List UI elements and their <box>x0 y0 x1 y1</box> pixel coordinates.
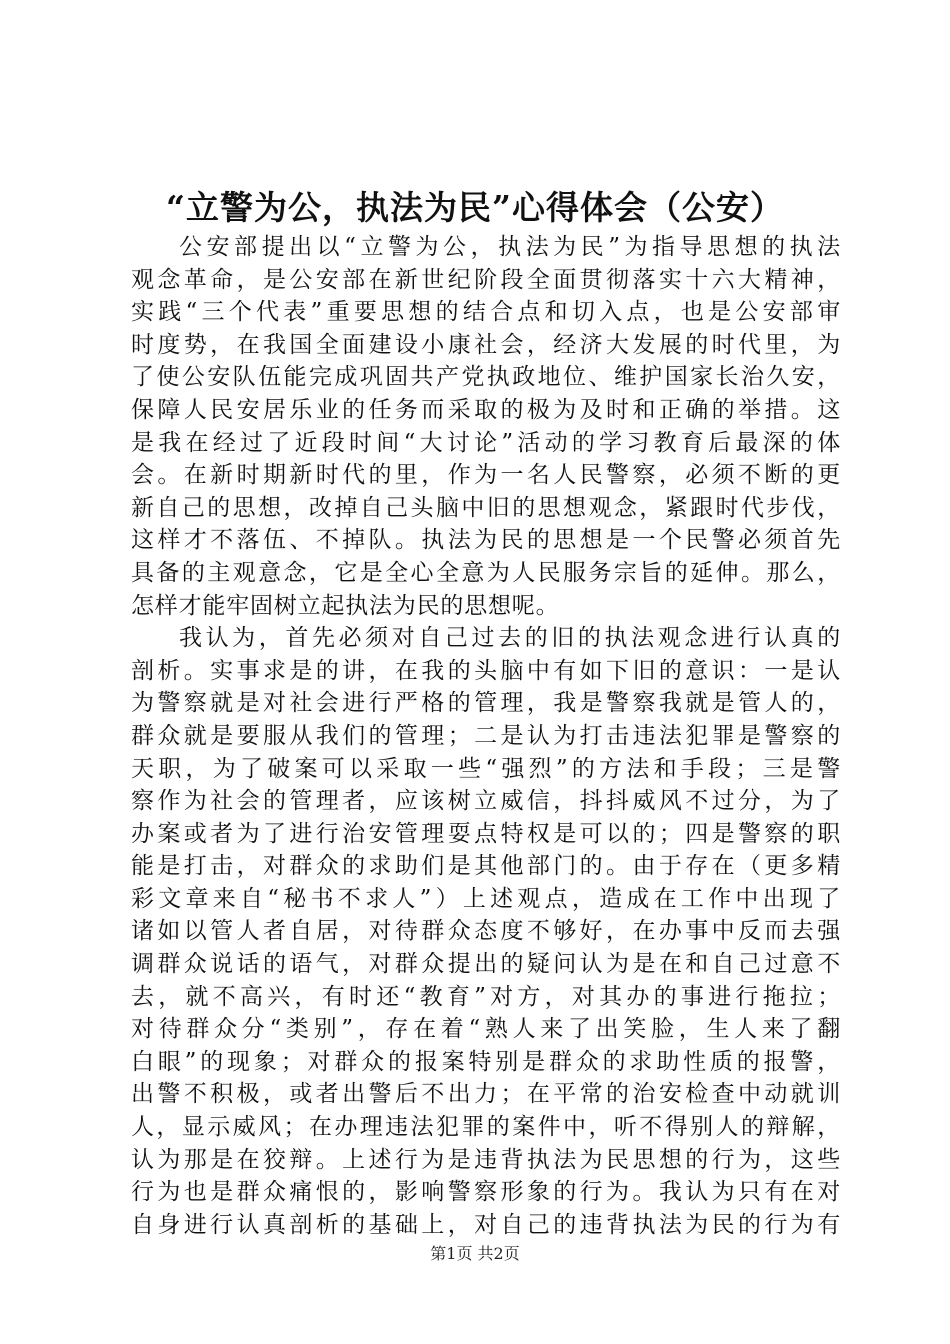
text-line: 诸如以管人者自居，对待群众态度不够好，在办事中反而去强 <box>131 918 841 945</box>
text-line: 时度势，在我国全面建设小康社会，经济大发展的时代里，为 <box>131 331 841 358</box>
text-line: 察作为社会的管理者，应该树立威信，抖抖威风不过分，为了 <box>131 788 841 815</box>
text-line: 行为也是群众痛恨的，影响警察形象的行为。我认为只有在对 <box>131 1179 841 1206</box>
text-line: 办案或者为了进行治安管理耍点特权是可以的；四是警察的职 <box>131 820 841 847</box>
text-line: 这样才不落伍、不掉队。执法为民的思想是一个民警必须首先 <box>131 527 841 554</box>
text-line: 出警不积极，或者出警后不出力；在平常的治安检查中动就训 <box>131 1081 841 1108</box>
text-line: 自身进行认真剖析的基础上，对自己的违背执法为民的行为有 <box>131 1211 841 1238</box>
text-line: 公安部提出以“立警为公，执法为民”为指导思想的执法 <box>179 234 841 260</box>
text-line: 群众就是要服从我们的管理；二是认为打击违法犯罪是警察的 <box>131 722 841 749</box>
paragraph-2 <box>131 622 841 1241</box>
text-line: 具备的主观意念，它是全心全意为人民服务宗旨的延伸。那么， <box>131 559 841 586</box>
text-line: 会。在新时期新时代的里，作为一名人民警察，必须不断的更 <box>131 462 841 489</box>
text-line: 新自己的思想，改掉自己头脑中旧的思想观念，紧跟时代步伐， <box>131 494 841 521</box>
text-line: 人，显示威风；在办理违法犯罪的案件中，听不得别人的辩解， <box>131 1114 841 1141</box>
text-line: 是我在经过了近段时间“大讨论”活动的学习教育后最深的体 <box>131 429 841 456</box>
text-line: 怎样才能牢固树立起执法为民的思想呢。 <box>131 592 560 619</box>
text-line: 天职，为了破案可以采取一些“强烈”的方法和手段；三是警 <box>131 755 841 782</box>
text-line: 了使公安队伍能完成巩固共产党执政地位、维护国家长治久安， <box>131 364 841 391</box>
text-line: 为警察就是对社会进行严格的管理，我是警察我就是管人的， <box>131 690 841 717</box>
text-line: 保障人民安居乐业的任务而采取的极为及时和正确的举措。这 <box>131 396 841 423</box>
text-line: 去，就不高兴，有时还“教育”对方，对其办的事进行拖拉； <box>131 983 841 1010</box>
text-line: 认为那是在狡辩。上述行为是违背执法为民思想的行为，这些 <box>131 1146 841 1173</box>
text-line: 剖析。实事求是的讲，在我的头脑中有如下旧的意识：一是认 <box>131 657 841 684</box>
text-line: 对待群众分“类别”，存在着“熟人来了出笑脸，生人来了翻 <box>131 1016 841 1043</box>
text-line: 实践“三个代表”重要思想的结合点和切入点，也是公安部审 <box>131 299 841 326</box>
text-line: 调群众说话的语气，对群众提出的疑问认为是在和自己过意不 <box>131 951 841 978</box>
paragraph-1 <box>131 231 841 622</box>
document-body <box>131 231 841 1241</box>
text-line: 白眼”的现象；对群众的报案特别是群众的求助性质的报警， <box>131 1048 841 1075</box>
text-line: 彩文章来自“秘书不求人”）上述观点，造成在工作中出现了 <box>131 885 841 912</box>
page-number: 第1页 共2页 <box>430 1244 520 1263</box>
document-title: “立警为公，执法为民”心得体会（公安） <box>166 188 784 227</box>
text-line: 能是打击，对群众的求助们是其他部门的。由于存在（更多精 <box>131 853 841 880</box>
text-line: 观念革命，是公安部在新世纪阶段全面贯彻落实十六大精神， <box>131 266 841 293</box>
text-line: 我认为，首先必须对自己过去的旧的执法观念进行认真的 <box>179 625 841 652</box>
